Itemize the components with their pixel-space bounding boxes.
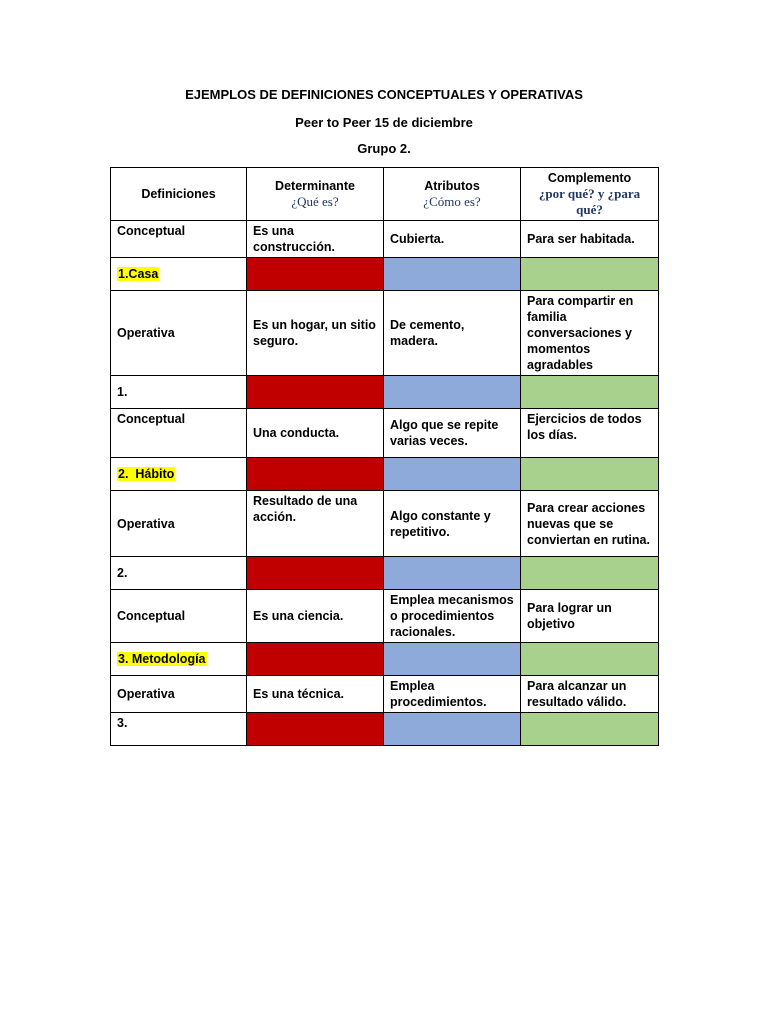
cell-complemento: Para lograr un objetivo bbox=[521, 590, 659, 643]
table-row bbox=[111, 376, 659, 409]
cell-concept-name bbox=[111, 643, 247, 676]
cell-determinante: Es una construcción. bbox=[247, 221, 384, 258]
cell-blue-fill bbox=[384, 258, 521, 291]
cell-blue-fill bbox=[384, 557, 521, 590]
highlighted-concept: 3. Metodología bbox=[118, 652, 206, 666]
document-subtitle: Peer to Peer 15 de diciembre bbox=[295, 115, 473, 130]
cell-green-fill bbox=[521, 557, 659, 590]
cell-green-fill bbox=[521, 643, 659, 676]
header-atributos bbox=[384, 168, 521, 221]
document-title: EJEMPLOS DE DEFINICIONES CONCEPTUALES Y OPERATIVAS bbox=[185, 87, 583, 102]
header-definiciones: Definiciones bbox=[111, 168, 247, 221]
cell-blue-fill bbox=[384, 643, 521, 676]
cell-determinante: Una conducta. bbox=[247, 409, 384, 458]
cell-determinante: Es un hogar, un sitio seguro. bbox=[247, 291, 384, 376]
table-row bbox=[111, 713, 659, 746]
cell-red-fill bbox=[247, 258, 384, 291]
cell-green-fill bbox=[521, 458, 659, 491]
table-row bbox=[111, 258, 659, 291]
cell-determinante: Es una ciencia. bbox=[247, 590, 384, 643]
table-row bbox=[111, 221, 659, 258]
cell-number: 3. bbox=[111, 713, 247, 746]
header-determinante-label: Determinante bbox=[275, 179, 355, 193]
cell-blue-fill bbox=[384, 458, 521, 491]
table-row bbox=[111, 409, 659, 458]
highlighted-concept: 1.Casa bbox=[118, 267, 159, 281]
cell-type: Operativa bbox=[111, 676, 247, 713]
cell-type: Conceptual bbox=[111, 590, 247, 643]
cell-blue-fill bbox=[384, 713, 521, 746]
cell-type: Operativa bbox=[111, 491, 247, 557]
table-row bbox=[111, 491, 659, 557]
header-atributos-label: Atributos bbox=[424, 179, 480, 193]
cell-complemento: Para compartir en familia conversaciones y momentos agradables bbox=[521, 291, 659, 376]
cell-green-fill bbox=[521, 376, 659, 409]
cell-red-fill bbox=[247, 376, 384, 409]
table-row bbox=[111, 458, 659, 491]
table-row bbox=[111, 590, 659, 643]
cell-type: Conceptual bbox=[111, 409, 247, 458]
table-row bbox=[111, 643, 659, 676]
cell-complemento: Para alcanzar un resultado válido. bbox=[521, 676, 659, 713]
cell-concept-name bbox=[111, 458, 247, 491]
table-row bbox=[111, 676, 659, 713]
cell-red-fill bbox=[247, 557, 384, 590]
highlighted-concept: 2. Hábito bbox=[118, 467, 175, 481]
cell-atributos: Algo que se repite varias veces. bbox=[384, 409, 521, 458]
table-header-row bbox=[111, 168, 659, 221]
cell-blue-fill bbox=[384, 376, 521, 409]
cell-determinante: Es una técnica. bbox=[247, 676, 384, 713]
header-determinante bbox=[247, 168, 384, 221]
header-atributos-question: ¿Cómo es? bbox=[423, 194, 481, 209]
header-complemento-label: Complemento bbox=[547, 171, 632, 185]
cell-number: 1. bbox=[111, 376, 247, 409]
table-row bbox=[111, 291, 659, 376]
header-complemento-question: ¿por qué? y ¿para qué? bbox=[538, 186, 641, 217]
cell-atributos: De cemento, madera. bbox=[384, 291, 521, 376]
cell-atributos: Algo constante y repetitivo. bbox=[384, 491, 521, 557]
cell-atributos: Emplea procedimientos. bbox=[384, 676, 521, 713]
header-complemento bbox=[521, 168, 659, 221]
table-row bbox=[111, 557, 659, 590]
cell-green-fill bbox=[521, 258, 659, 291]
cell-red-fill bbox=[247, 458, 384, 491]
cell-red-fill bbox=[247, 643, 384, 676]
header-determinante-question: ¿Qué es? bbox=[291, 194, 339, 209]
cell-concept-name bbox=[111, 258, 247, 291]
cell-red-fill bbox=[247, 713, 384, 746]
cell-complemento: Para ser habitada. bbox=[521, 221, 659, 258]
definitions-table bbox=[110, 167, 659, 746]
cell-complemento: Ejercicios de todos los días. bbox=[521, 409, 659, 458]
cell-type: Conceptual bbox=[111, 221, 247, 258]
cell-number: 2. bbox=[111, 557, 247, 590]
cell-determinante: Resultado de una acción. bbox=[247, 491, 384, 557]
cell-type: Operativa bbox=[111, 291, 247, 376]
group-label: Grupo 2. bbox=[357, 141, 411, 156]
cell-complemento: Para crear acciones nuevas que se conviertan en rutina. bbox=[521, 491, 659, 557]
cell-atributos: Cubierta. bbox=[384, 221, 521, 258]
cell-atributos: Emplea mecanismos o procedimientos racionales. bbox=[384, 590, 521, 643]
cell-green-fill bbox=[521, 713, 659, 746]
